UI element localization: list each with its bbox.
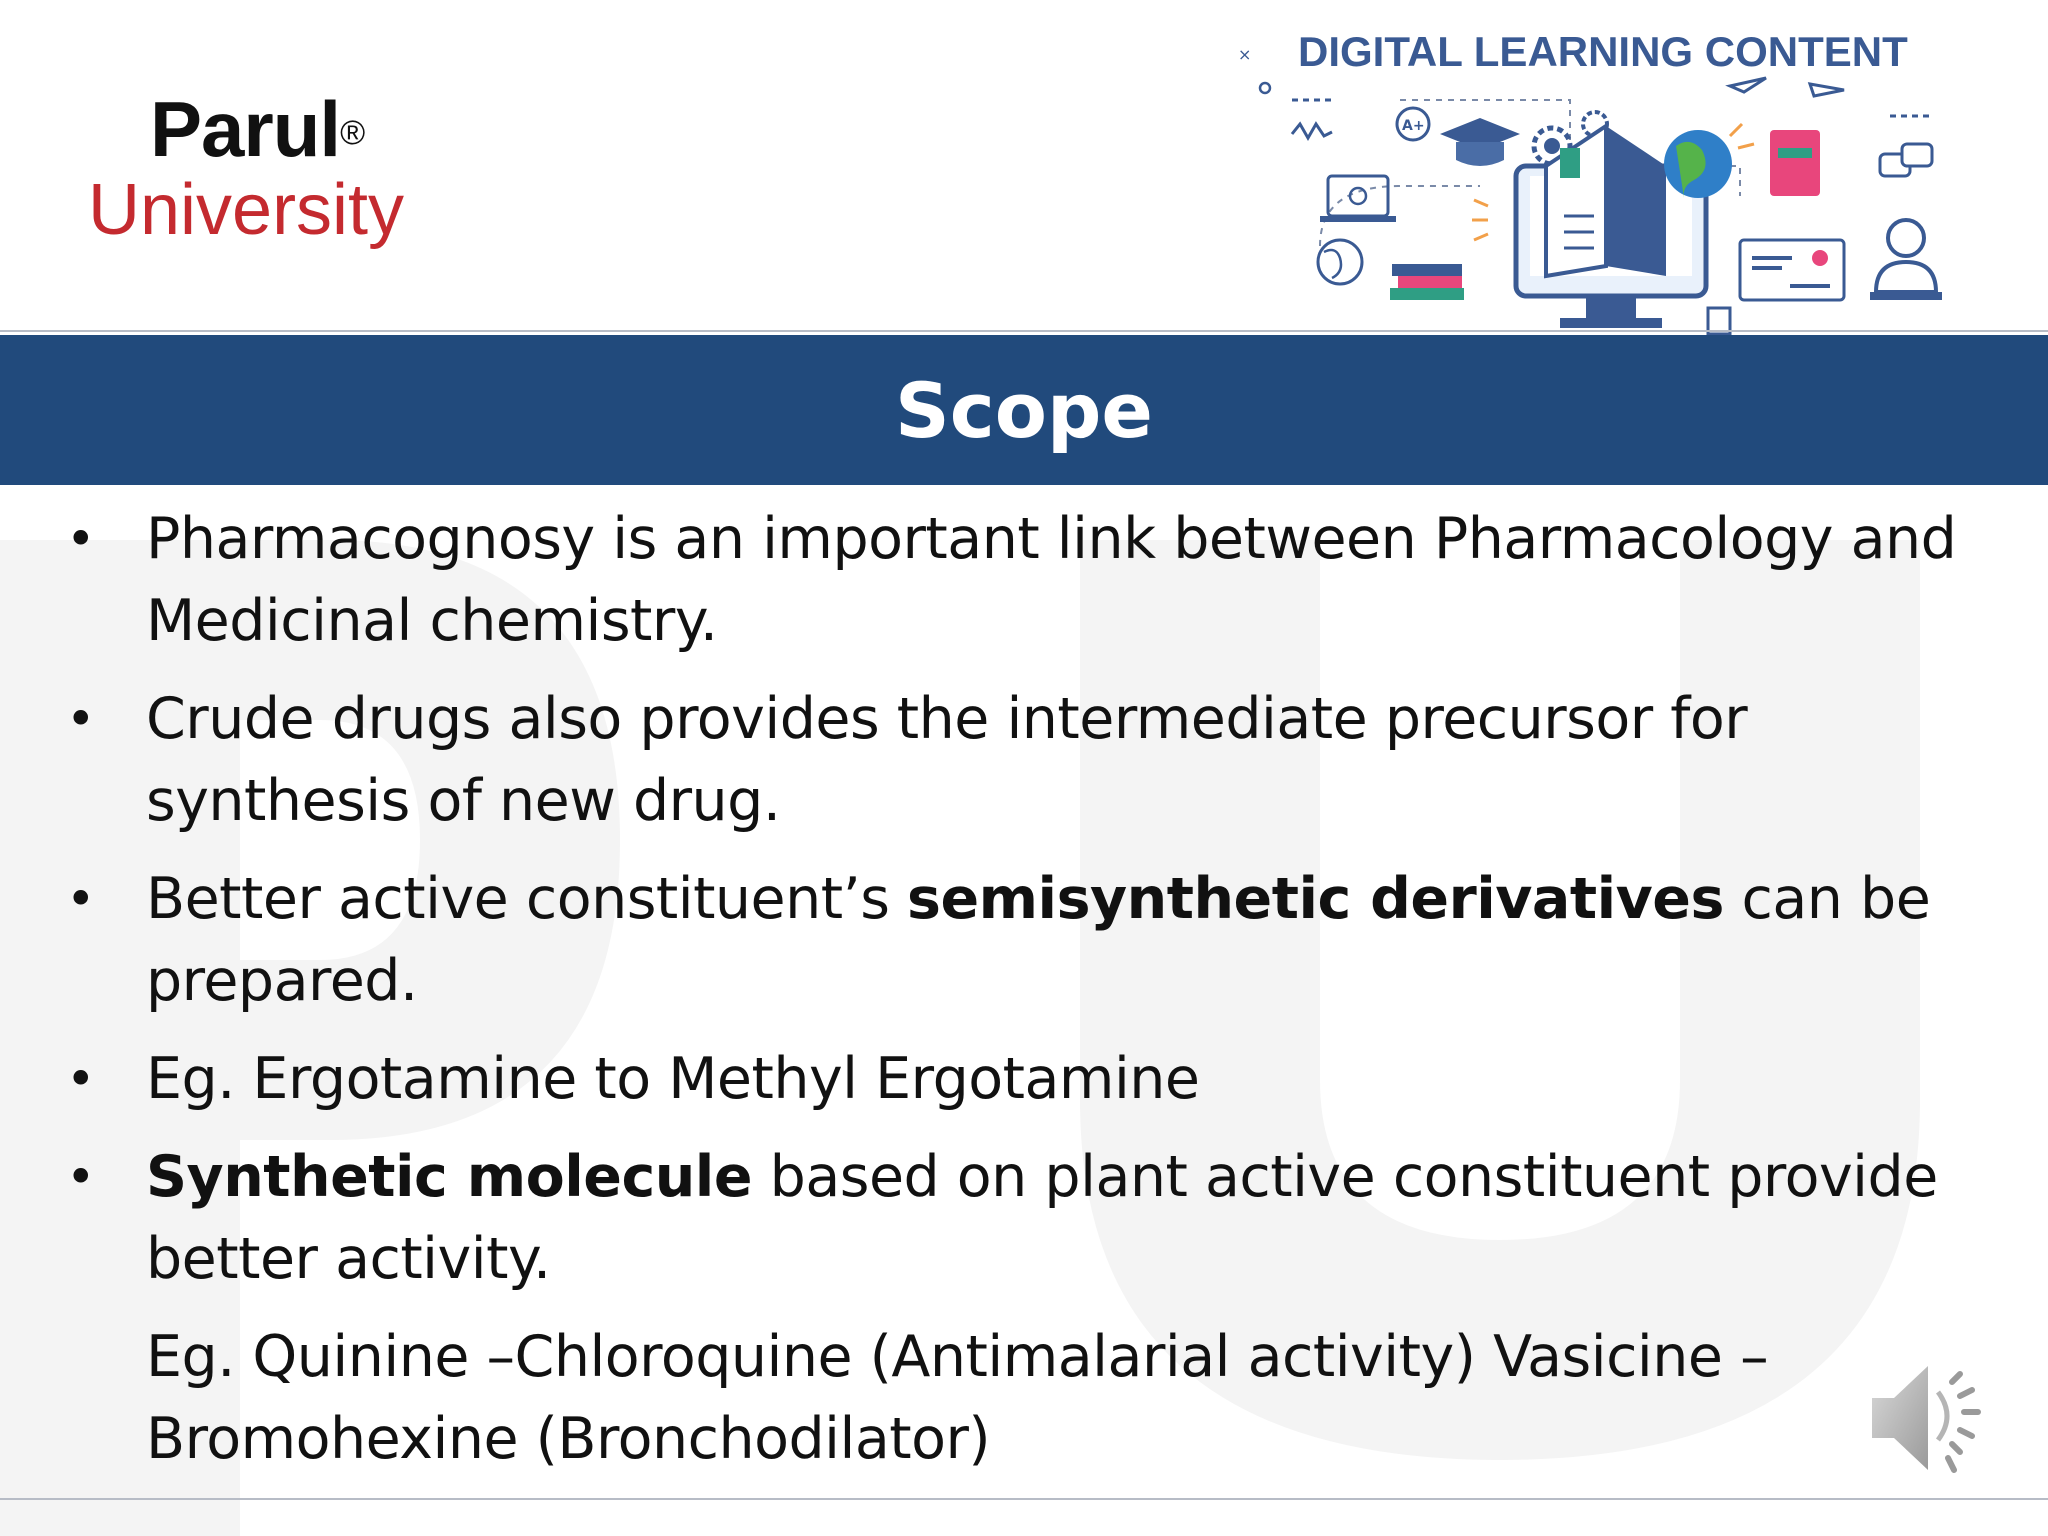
header <box>0 0 2048 332</box>
bullet-bold-text: Synthetic molecule <box>146 1144 753 1210</box>
footer-divider <box>0 1498 2048 1500</box>
slide-title: Scope <box>895 365 1153 455</box>
e-learning-illustration-icon <box>1230 36 1950 336</box>
bullet-item <box>0 1136 2048 1300</box>
university-logo[interactable] <box>88 86 428 248</box>
bullet-text: based on plant active constituent provide better activity. <box>146 1144 1938 1292</box>
title-bar <box>0 335 2048 485</box>
svg-text:×: × <box>1238 45 1252 64</box>
bullet-text: Better active constituent’s <box>146 866 908 932</box>
banner-title: DIGITAL LEARNING CONTENT <box>1298 28 1908 75</box>
bullet-text: Eg. Ergotamine to Methyl Ergotamine <box>146 1046 1200 1112</box>
bullet-marker: • <box>66 870 95 928</box>
bullet-item <box>0 678 2048 842</box>
example-note <box>0 1316 2048 1480</box>
bullet-text: Pharmacognosy is an important link between Pharmacology and Medicinal chemistry. <box>146 506 1957 654</box>
logo-name: Parul <box>150 85 341 173</box>
header-divider <box>0 330 2048 332</box>
example-note-text: Eg. Quinine –Chloroquine (Antimalarial activity) Vasicine –Bromohexine (Bronchodilator) <box>146 1324 1769 1472</box>
speaker-icon[interactable] <box>1862 1352 2002 1482</box>
bullet-marker: • <box>66 1148 95 1206</box>
logo-registered-mark: ® <box>340 114 365 152</box>
bullet-text: Crude drugs also provides the intermediate precursor for synthesis of new drug. <box>146 686 1748 834</box>
bullet-item <box>0 858 2048 1022</box>
svg-text:A+: A+ <box>1402 118 1425 134</box>
bullet-item <box>0 498 2048 662</box>
logo-subtitle: University <box>88 170 405 250</box>
bullet-text: can be prepared. <box>146 866 1931 1014</box>
bullet-marker: • <box>66 510 95 568</box>
bullet-item <box>0 1038 2048 1120</box>
slide-content <box>0 498 2048 1498</box>
bullet-marker: • <box>66 690 95 748</box>
bullet-marker: • <box>66 1050 95 1108</box>
bullet-bold-text: semisynthetic derivatives <box>907 866 1724 932</box>
